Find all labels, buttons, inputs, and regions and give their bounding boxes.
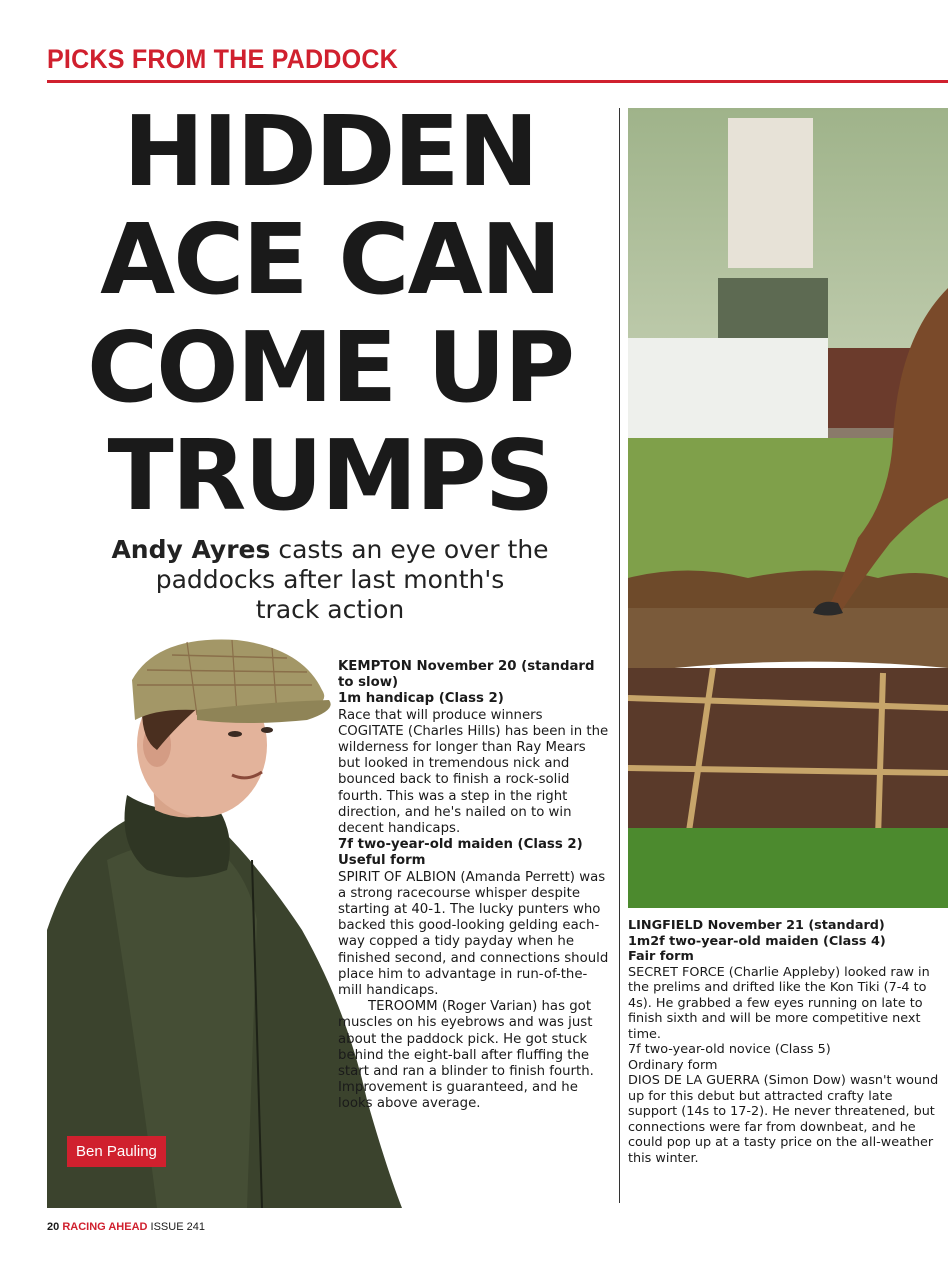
kempton-race-2-text-2: TEROOMM (Roger Varian) has got muscles on his eyebrows and was just about the paddock pick. He got stuck behind the eight-ball after fluffing the start and ran a blinder to finish fourth. Improvement is guaranteed, and he looks above average. — [338, 999, 594, 1112]
headline-line-2: ACE CAN — [100, 203, 560, 316]
column-divider — [619, 108, 620, 1203]
kempton-race-1-rating: Race that will produce winners — [338, 707, 543, 723]
kempton-race-2-rating: Useful form — [338, 853, 426, 869]
lingfield-heading: LINGFIELD November 21 (standard) — [628, 918, 885, 933]
lingfield-race-2-rating: Ordinary form — [628, 1057, 718, 1073]
kempton-race-2-title: 7f two-year-old maiden (Class 2) — [338, 837, 583, 853]
author-name: Andy Ayres — [111, 535, 271, 564]
headline-line-3: COME UP — [86, 311, 574, 424]
lingfield-race-1-rating: Fair form — [628, 949, 694, 964]
issue-number: ISSUE 241 — [150, 1221, 205, 1233]
headline-line-4: TRUMPS — [107, 419, 553, 532]
standfirst — [60, 535, 600, 625]
headline-line-1: HIDDEN — [123, 95, 537, 208]
lingfield-race-1-title: 1m2f two-year-old maiden (Class 4) — [628, 933, 886, 949]
lingfield-race-1-text: SECRET FORCE (Charlie Appleby) looked raw in the prelims and drifted like the Kon Tiki (7-4 to 4s). He grabbed a few eyes running on late to finish sixth and will be more competitive next time. — [628, 964, 930, 1042]
lingfield-race-2-text: DIOS DE LA GUERRA (Simon Dow) wasn't wound up for this debut but attracted crafty late support (14s to 17-2). He never threatened, but connections were far from downbeat, and he could pop up at a tasty price on the all-weather this winter. — [628, 1073, 939, 1166]
standfirst-line-2: paddocks after last month's — [155, 565, 505, 594]
page-footer — [47, 1221, 205, 1233]
photo-caption: Ben Pauling — [67, 1136, 166, 1167]
kempton-race-2-text-1: SPIRIT OF ALBION (Amanda Perrett) was a strong racecourse whisper despite starting at 40-1. The lucky punters who backed this good-looking gelding each-way copped a tidy payday when he finished second, and connections should place him to advantage in run-of-the-mill handicaps. — [338, 869, 609, 999]
racing-photo — [628, 108, 948, 908]
section-title: PICKS FROM THE PADDOCK — [47, 44, 398, 74]
page-number: 20 — [47, 1221, 60, 1233]
headline — [47, 95, 613, 532]
kempton-heading: KEMPTON November 20 (standard to slow) — [338, 659, 595, 691]
section-rule — [47, 80, 948, 83]
lingfield-column — [628, 918, 940, 1166]
kempton-column — [338, 659, 610, 1113]
standfirst-line-1: casts an eye over the — [270, 535, 549, 564]
lingfield-race-2-title: 7f two-year-old novice (Class 5) — [628, 1042, 831, 1057]
magazine-name: RACING AHEAD — [62, 1221, 148, 1233]
kempton-race-1-text: COGITATE (Charles Hills) has been in the wilderness for longer than Ray Mears but looked in tremendous nick and bounced back to finish a rock-solid fourth. This was a step in the right direction, and he's nailed on to win decent handicaps. — [338, 723, 609, 837]
standfirst-line-3: track action — [255, 595, 405, 624]
kempton-race-1-title: 1m handicap (Class 2) — [338, 691, 504, 707]
